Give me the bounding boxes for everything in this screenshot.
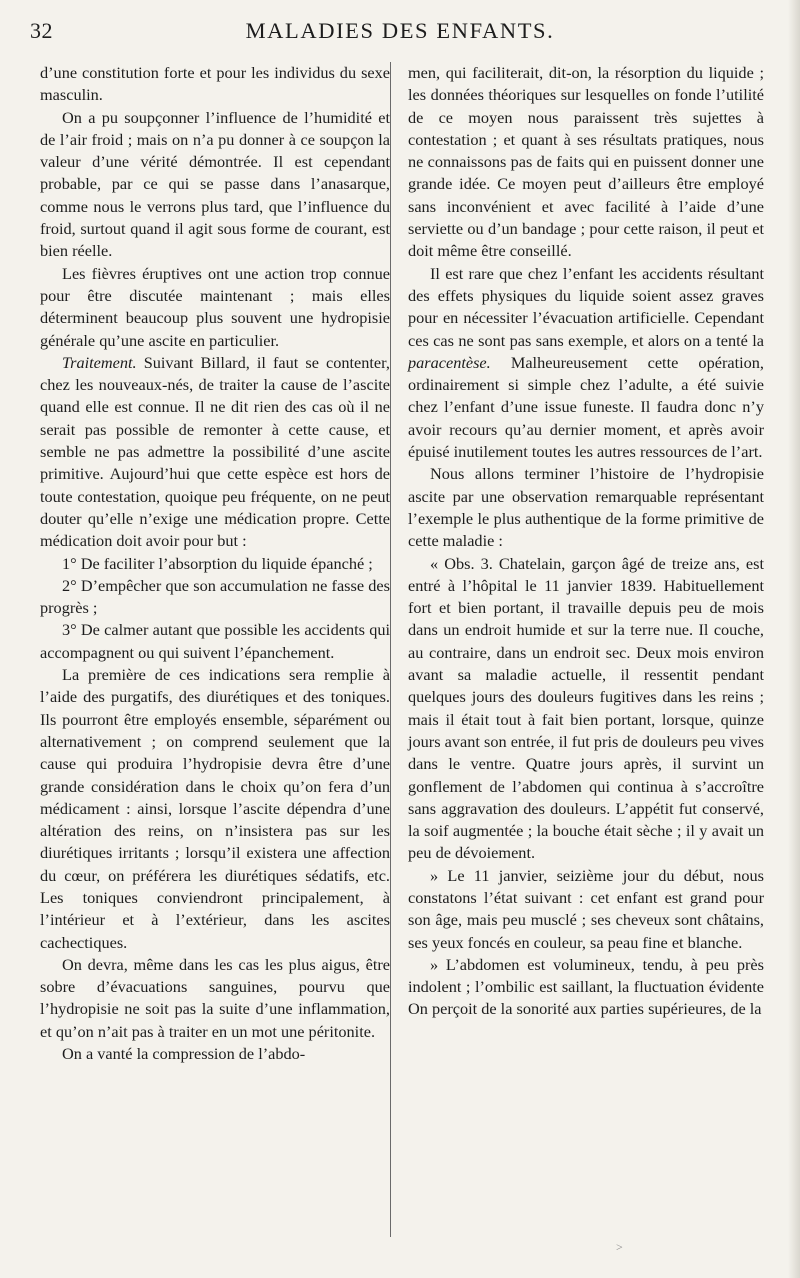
paragraph-text: On devra, même dans les cas les plus aigus, être sobre d’évacuations sanguines, pourvu que l’hydropisie ne soit pas la suite d’une inflammation, et qu’on n’ait pas à traiter en un mot une péritonite.: [40, 954, 390, 1041]
paragraph: [408, 954, 764, 1021]
emphasis-term: paracentèse.: [408, 352, 491, 372]
paragraph-text: » Le 11 janvier, seizième jour du début, nous constatons l’état suivant : cet enfant est grand pour son âge, mais peu musclé ; ses cheveux sont châtains, ses yeux foncés en couleur, sa peau fine et blanche.: [408, 865, 764, 952]
paragraph-text: d’une constitution forte et pour les individus du sexe masculin.: [40, 63, 390, 105]
paragraph-text: On a pu soupçonner l’influence de l’humidité et de l’air froid ; mais on n’a pu donner à ce soupçon la valeur d’une vérité démontrée. Il est cependant probable, par ce qui se passe dans l’anasarque, comme nous le verrons plus tard, que l’influence du froid, surtout quand il agit sous forme de courant, est bien réelle.: [40, 107, 390, 261]
paragraph-text: Il est rare que chez l’enfant les accidents résultant des effets physiques du liquide soient assez graves pour en nécessiter l’évacuation artificielle. Cependant ces cas ne sont pas sans exemple, et alors on a tenté la: [408, 263, 764, 350]
paragraph-text: » L’abdomen est volumineux, tendu, à peu près indolent ; l’ombilic est saillant, la fluctuation évidente On perçoit de la sonorité aux parties supérieures, de la: [408, 954, 764, 1019]
paragraph: [40, 619, 390, 664]
stray-mark: >: [616, 1240, 623, 1254]
right-column: [408, 62, 764, 1021]
paragraph-text: men, qui faciliterait, dit-on, la résorption du liquide ; les données théoriques sur lesquelles on fonde l’utilité de ce moyen nous paraissent très sujettes à contestation ; et quant à ses résultats pratiques, nous ne connaissons pas de faits qui en puissent donner une grande idée. Ce moyen peut d’ailleurs être employé sans inconvénient et avec facilité à l’aide d’une serviette ou d’un bandage ; pour cette raison, il peut et doit même être conseillé.: [408, 63, 764, 261]
paragraph: [40, 107, 390, 263]
paragraph: [40, 1043, 390, 1065]
paragraph: [408, 553, 764, 865]
paragraph: [408, 865, 764, 954]
paragraph-text: « Obs. 3. Chatelain, garçon âgé de treize ans, est entré à l’hôpital le 11 janvier 1839. Habituellement fort et bien portant, il travaille depuis peu de mois dans un endroit humide et sur la terre nue. Il couche, au contraire, dans un endroit sec. Deux mois environ avant sa maladie actuelle, il ressentit pendant quelques jours des douleurs fugitives dans les reins ; mais il était tout à fait bien portant, lorsque, quinze jours avant son entrée, il fut pris de douleurs peu vives dans le ventre. Quatre jours après, il survint un gonflement de l’abdomen qui continua à s’accroître sans aggravation des douleurs. L’appétit fut conservé, la soif augmentée ; la bouche était sèche ; il y avait un peu de dévoiement.: [408, 553, 764, 863]
page-edge-shadow: [788, 0, 800, 1278]
paragraph-text: Nous allons terminer l’histoire de l’hydropisie ascite par une observation remarquable représentant l’exemple le plus authentique de la forme primitive de cette maladie :: [408, 464, 764, 551]
paragraph: [40, 62, 390, 107]
paragraph-text: Les fièvres éruptives ont une action trop connue pour être discutée maintenant ; mais elles déterminent beaucoup plus souvent une hydropisie générale qu’une ascite en particulier.: [40, 263, 390, 350]
paragraph: [408, 463, 764, 552]
page-number: 32: [30, 18, 53, 43]
section-lead: Traitement.: [62, 352, 137, 372]
column-divider: [390, 62, 391, 1237]
paragraph-text: 2° D’empêcher que son accumulation ne fasse des progrès ;: [40, 575, 390, 618]
page-header: [30, 18, 770, 52]
left-column: [40, 62, 390, 1065]
paragraph: [408, 62, 764, 263]
paragraph-text: 3° De calmer autant que possible les accidents qui accompagnent ou qui suivent l’épanchement.: [40, 620, 390, 662]
paragraph-text: On a vanté la compression de l’abdo-: [62, 1044, 306, 1064]
paragraph: [40, 352, 390, 553]
paragraph: [40, 954, 390, 1043]
paragraph-text: Suivant Billard, il faut se contenter, chez les nouveaux-nés, de traiter la cause de l’ascite quand elle est connue. Il ne dit rien des cas où il ne serait pas possible de remonter à cette cause, et semble ne pas admettre la possibilité d’une ascite primitive. Aujourd’hui que cette espèce est hors de toute contestation, quoique peu fréquente, on ne peut douter qu’elle n’exige une médication propre. Cette médication doit avoir pour but :: [40, 352, 390, 551]
paragraph: [408, 263, 764, 464]
paragraph-text: La première de ces indications sera remplie à l’aide des purgatifs, des diurétiques et des toniques. Ils pourront être employés ensemble, séparément ou alternativement ; on comprend seulement que la cause qui produira l’hydropisie devra être d’une grande considération dans le choix qu’on fera d’un médicament : ainsi, lorsque l’ascite dépendra d’une altération des reins, on n’insistera pas sur les diurétiques irritants ; lorsqu’il existera une affection du cœur, on préférera les diurétiques sédatifs, etc. Les toniques conviendront principalement, à l’intérieur et à l’extérieur, dans les ascites cachectiques.: [40, 665, 390, 952]
paragraph-text: 1° De faciliter l’absorption du liquide épanché ;: [62, 553, 373, 573]
running-title: MALADIES DES ENFANTS.: [245, 18, 555, 43]
paragraph: [40, 263, 390, 352]
paragraph: [40, 553, 390, 575]
paragraph-text-tail: Malheureusement cette opération, ordinairement si simple chez l’adulte, a été suivie chez l’enfant d’une issue funeste. Il faudra donc n’y avoir recours qu’au dernier moment, et après avoir épuisé inutilement toutes les autres ressources de l’art.: [408, 352, 764, 462]
paragraph: [40, 664, 390, 954]
paragraph: [40, 575, 390, 620]
